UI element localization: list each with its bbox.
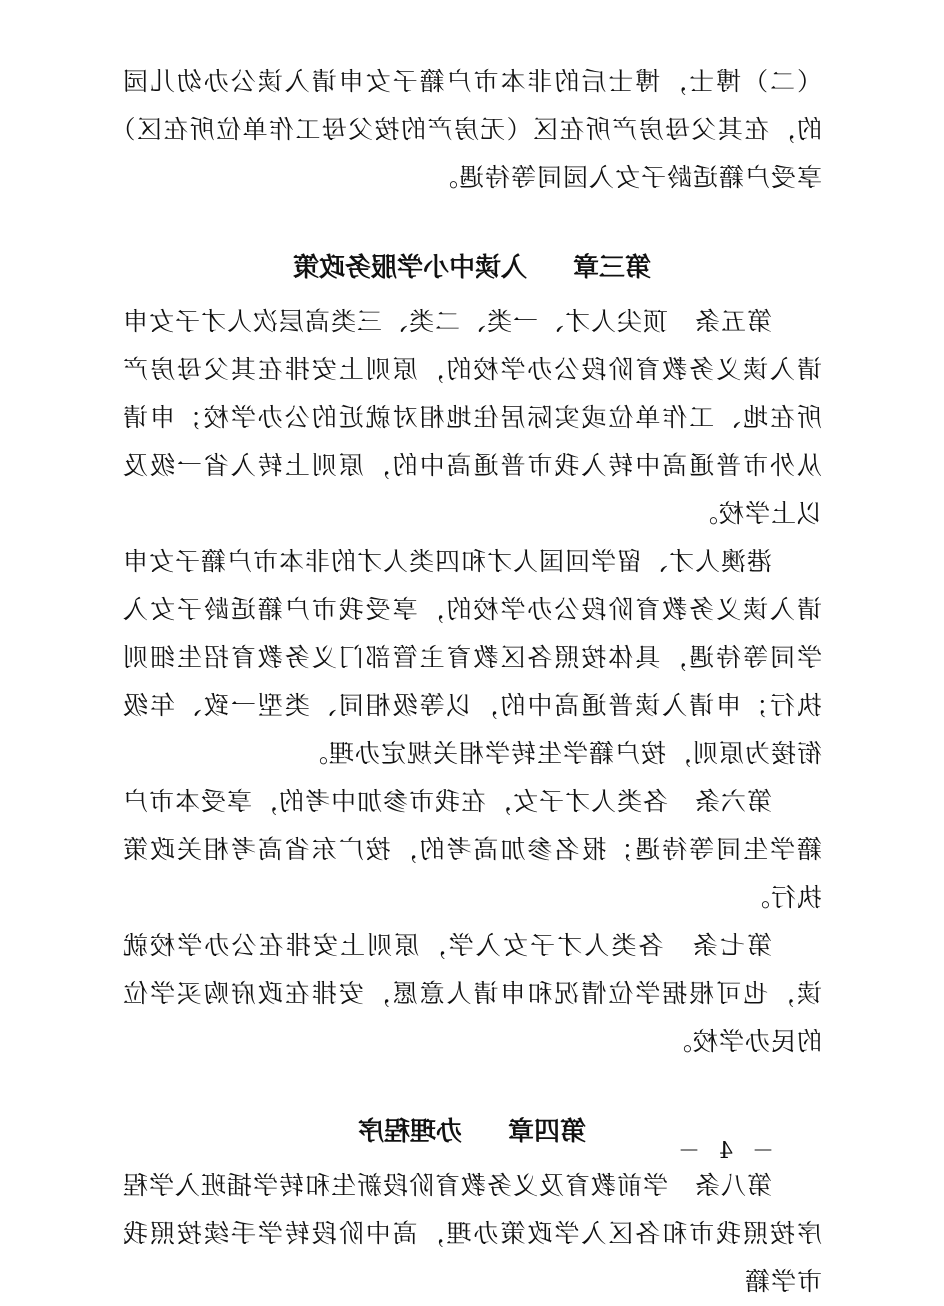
paragraph-doctorate: （二）博士，博士后的非本市户籍子女申请入读公办幼儿园的，在其父母房产所在区（无房产的按父母工作单位所在区）享受户籍适龄子女入园同等待遇。 xyxy=(122,67,822,192)
document-body xyxy=(122,58,822,1306)
chapter-3-number: 第三章 xyxy=(573,253,652,283)
chapter-3-title: 入读中小学服务政策 xyxy=(292,253,527,283)
page-number: － 4 － xyxy=(672,1139,774,1164)
article-7-paragraph: 第七条 各类人才子女入学，原则上安排在公办学校就读，也可根据学位情况和申请人意愿，安排在政府购买学位的民办学校。 xyxy=(122,931,822,1056)
article-5-hk-macao-paragraph: 港澳人才、留学回国人才和四类人才的非本市户籍子女申请入读义务教育阶段公办学校的，享受我市户籍适龄子女入学同等待遇，具体按照各区教育主管部门义务教育招生细则执行；申请入读普通高中的，以等级相同、类型一致、年级衔接为原则，按户籍学生转学相关规定办理。 xyxy=(121,547,822,768)
article-8-paragraph: 第八条 学前教育及义务教育阶段新生和转学插班入学程序按照我市和各区入学政策办理，高中阶段转学手续按照我市学籍 xyxy=(121,1171,822,1296)
article-5-paragraph: 第五条 顶尖人才、一类、二类、三类高层次人才子女申请入读义务教育阶段公办学校的，原则上安排在其父母房产所在地、工作单位或实际居住地相对就近的公办学校；申请从外市普通高中转入我市普通高中的，原则上转入省一级及以上学校。 xyxy=(121,307,822,528)
chapter-4-number: 第四章 xyxy=(508,1117,587,1147)
article-6-paragraph: 第六条 各类人才子女，在我市参加中考的，享受本市户籍学生同等待遇；报名参加高考的，按广东省高考相关政策执行。 xyxy=(121,787,822,912)
chapter-3-heading xyxy=(122,238,822,298)
chapter-4-title: 办理程序 xyxy=(357,1117,462,1147)
